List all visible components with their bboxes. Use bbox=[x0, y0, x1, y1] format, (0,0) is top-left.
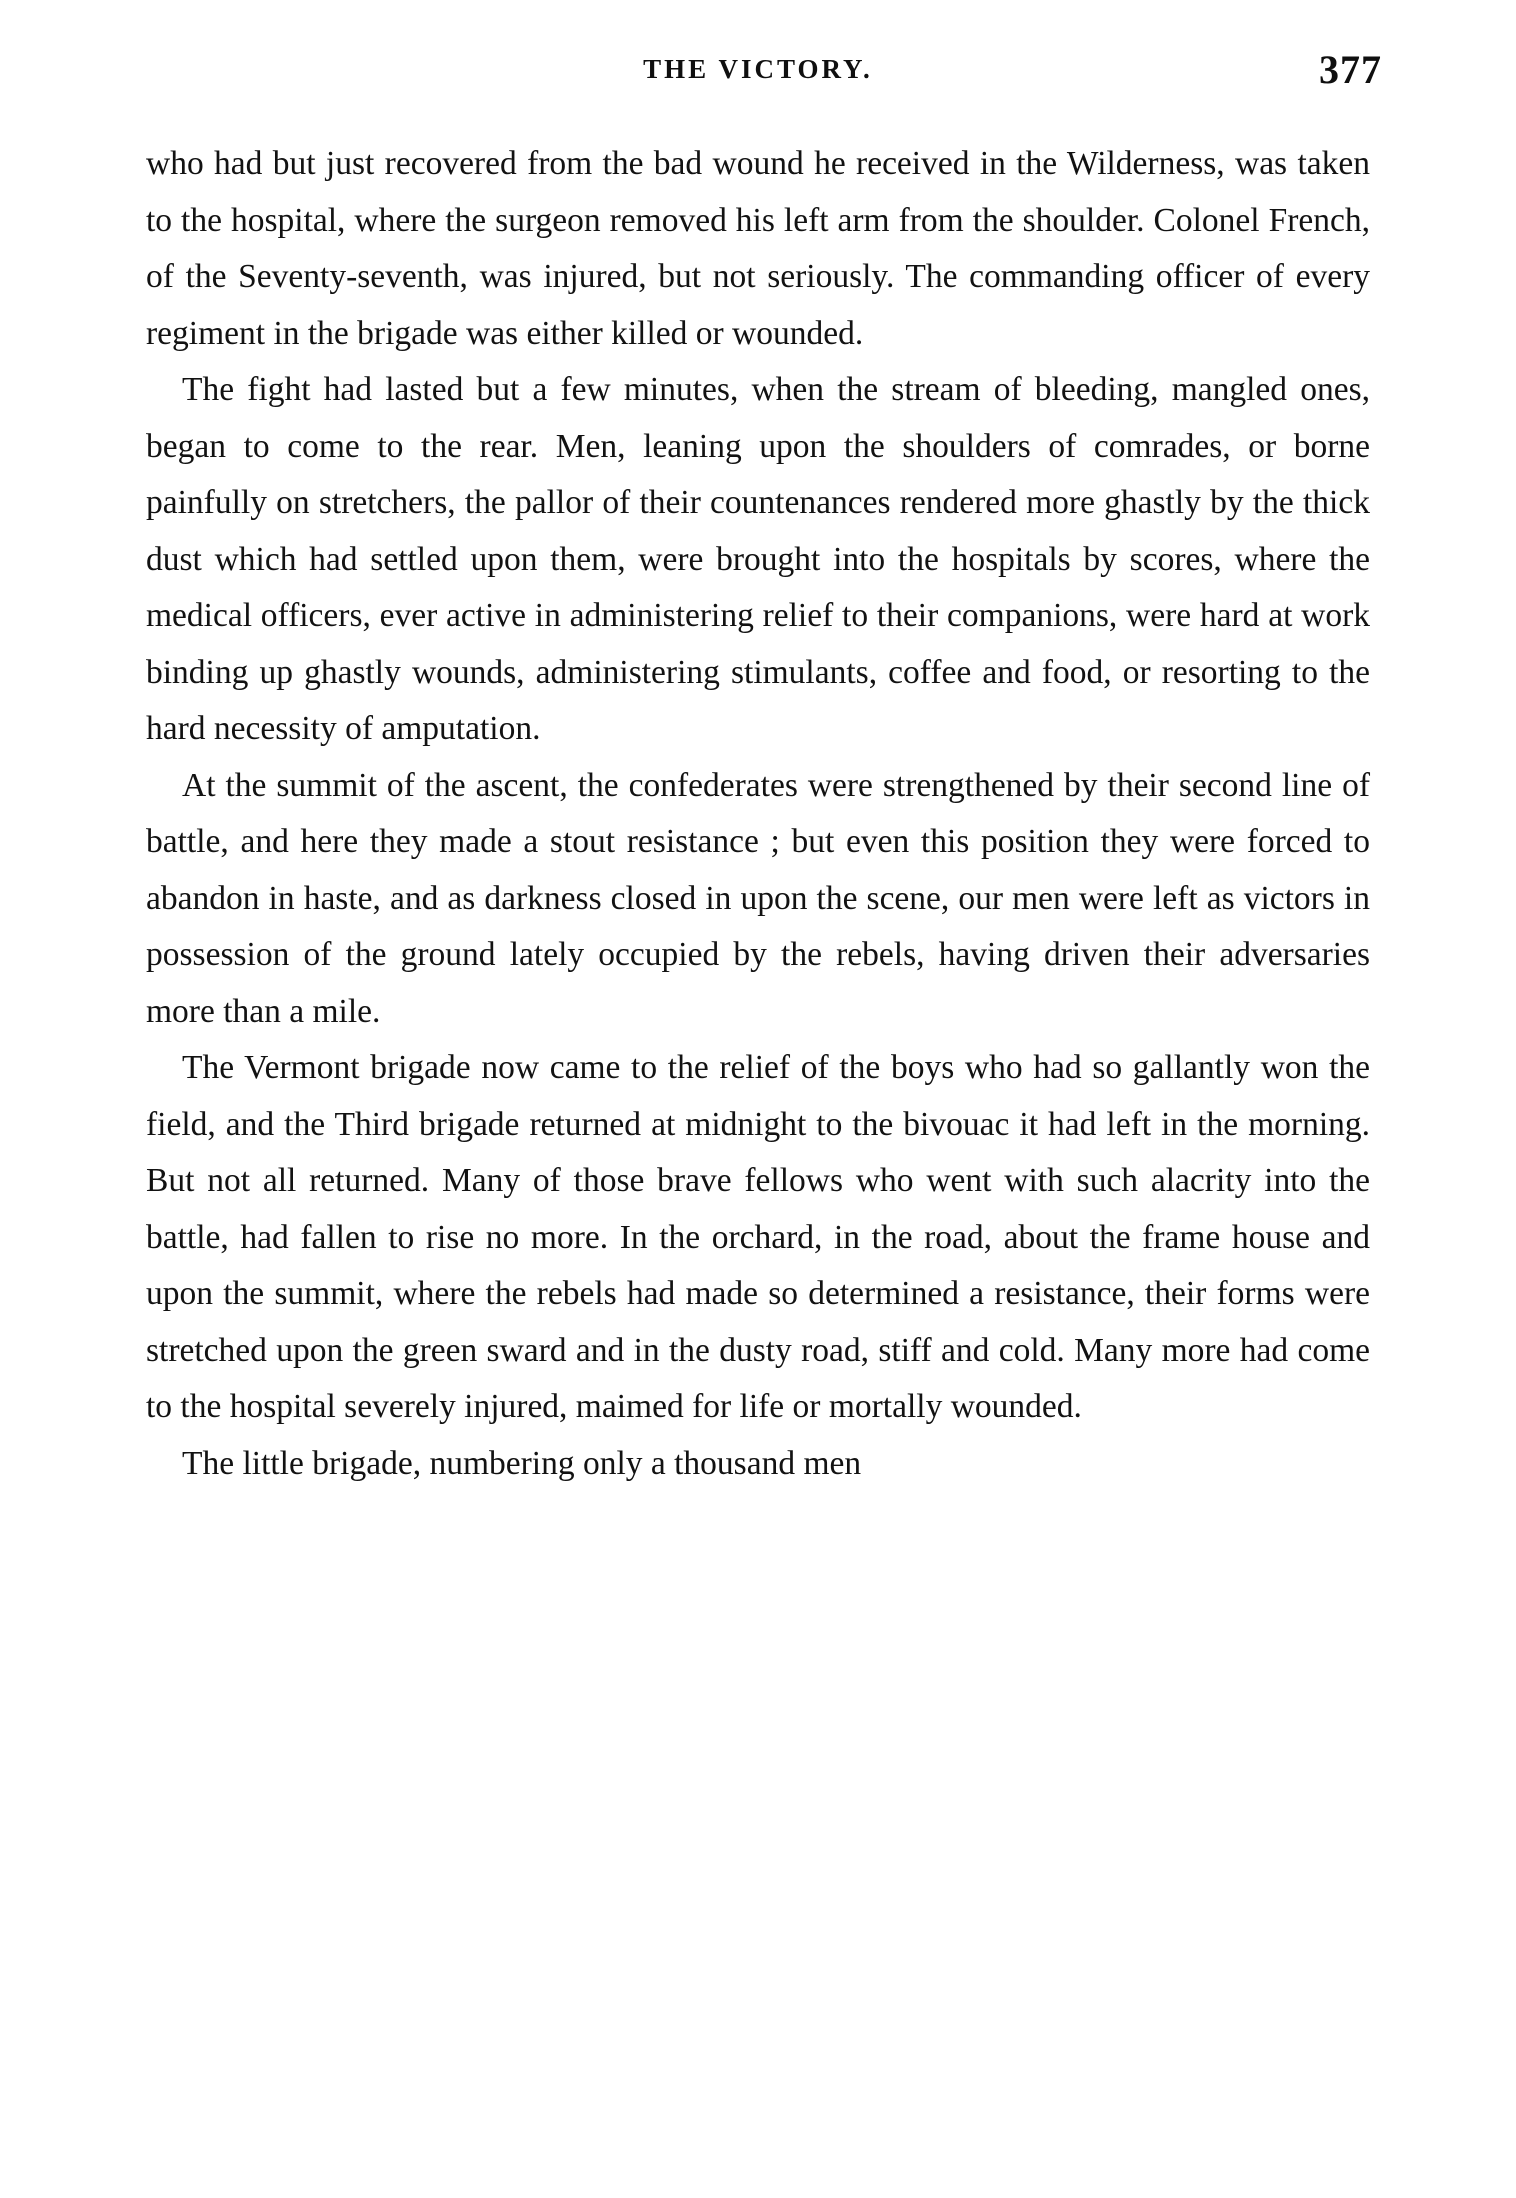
page-number: 377 bbox=[1319, 47, 1382, 92]
page-body bbox=[108, 136, 1408, 1492]
paragraph: The fight had lasted but a few minutes, when the stream of bleeding, mangled ones, began to come to the rear. Men, leaning upon the shoulders of comrades, or borne painfully on stretchers, the pallor of their countenances rendered more ghastly by the thick dust which had settled upon them, were brought into the hospitals by scores, where the medical officers, ever active in administering relief to their companions, were hard at work binding up ghastly wounds, administering stimulants, coffee and food, or resorting to the hard necessity of amputation. bbox=[146, 371, 1370, 747]
page-header bbox=[108, 46, 1408, 120]
paragraph: The Vermont brigade now came to the relief of the boys who had so gallantly won the field, and the Third brigade returned at midnight to the bivouac it had left in the morning. But not all returned. Many of those brave fellows who went with such alacrity into the battle, had fallen to rise no more. In the orchard, in the road, about the frame house and upon the summit, where the rebels had made so determined a resistance, their forms were stretched upon the green sward and in the dusty road, stiff and cold. Many more had come to the hospital severely injured, maimed for life or mortally wounded. bbox=[146, 1049, 1370, 1425]
paragraph: The little brigade, numbering only a thousand men bbox=[182, 1444, 862, 1482]
paragraph: who had but just recovered from the bad wound he received in the Wilderness, was taken to the hospital, where the surgeon removed his left arm from the shoulder. Colonel French, of the Seventy-seventh, was injured, but not seriously. The commanding officer of every regiment in the brigade was either killed or wounded. bbox=[146, 145, 1370, 352]
paragraph: At the summit of the ascent, the confederates were strengthened by their second line of battle, and here they made a stout resistance ; but even this position they were forced to abandon in haste, and as darkness closed in upon the scene, our men were left as victors in possession of the ground lately occupied by the rebels, having driven their adversaries more than a mile. bbox=[146, 766, 1370, 1030]
running-head-title: THE VICTORY. bbox=[643, 54, 873, 84]
